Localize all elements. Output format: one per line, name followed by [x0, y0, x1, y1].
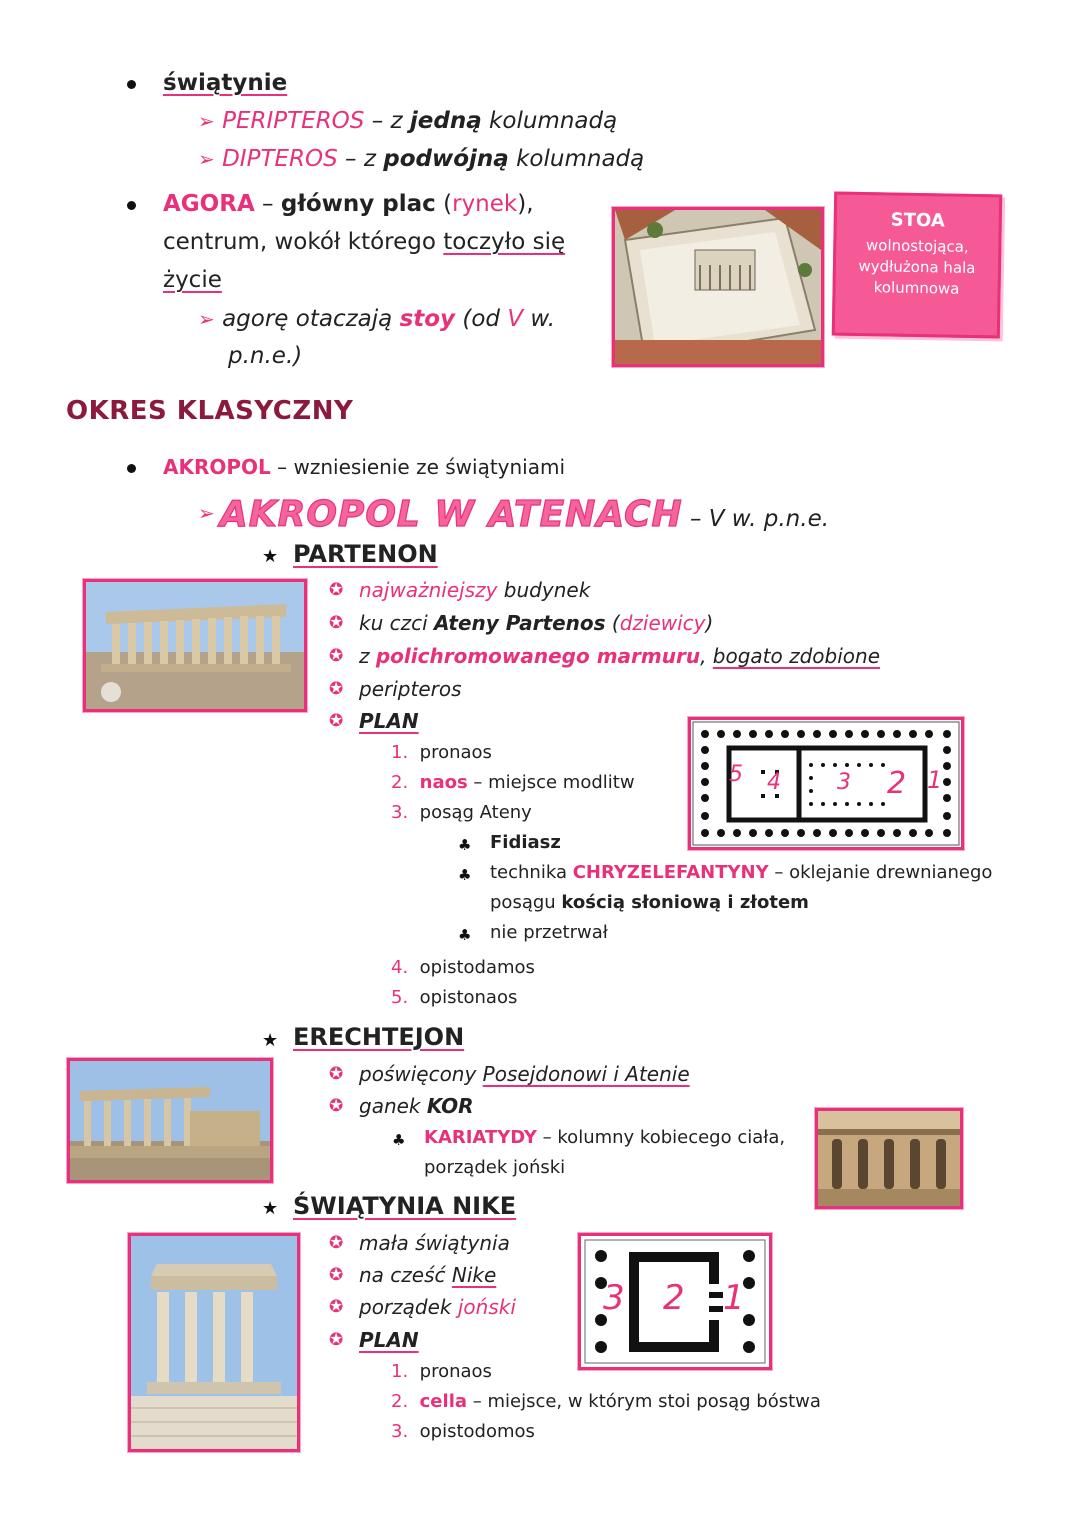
agora-line2: centrum, wokół którego toczyło się — [163, 229, 566, 255]
partenon-plan-item-2: 2. naos – miejsce modlitw — [391, 772, 635, 793]
arrow-icon: ➢ — [198, 109, 215, 133]
nike-photo — [131, 1236, 297, 1449]
nike-plan-label-3: 3 — [603, 1278, 625, 1318]
club-bullet-icon: ♣ — [458, 866, 472, 884]
stoa-title: STOA — [890, 209, 945, 232]
partenon-plan-item-1: 1. pronaos — [391, 742, 492, 763]
flower-bullet-icon: ✪ — [329, 1297, 344, 1317]
plan-label-5: 5 — [729, 762, 743, 787]
partenon-sub2: technika CHRYZELEFANTYNY – oklejanie drewnianego — [490, 862, 993, 883]
partenon-item3: z polichromowanego marmuru, bogato zdobione — [359, 644, 881, 668]
nike-item1: mała świątynia — [359, 1231, 510, 1255]
partenon-sub2-line2: posągu kością słoniową i złotem — [490, 892, 809, 913]
star-icon: ★ — [262, 1030, 279, 1051]
stoa-line2: wydłużona hala — [858, 256, 976, 278]
akropol-term: AKROPOL — [163, 455, 271, 479]
agora-line: AGORA – główny plac (rynek), — [163, 191, 534, 217]
partenon-plan-item-5: 5. opistonaos — [391, 987, 518, 1008]
bullet — [127, 464, 136, 473]
plan-label-4: 4 — [767, 770, 781, 795]
partenon-item2: ku czci Ateny Partenos (dziewicy) — [359, 611, 714, 635]
nike-item2: na cześć Nike — [359, 1263, 497, 1287]
nike-plan-label: PLAN — [359, 1328, 419, 1352]
erechtejon-title: ERECHTEJON — [293, 1023, 465, 1051]
flower-bullet-icon: ✪ — [329, 1330, 344, 1350]
erechtejon-sub-line2: porządek joński — [424, 1157, 566, 1178]
club-bullet-icon: ♣ — [458, 926, 472, 944]
bullet — [127, 201, 136, 210]
kariatydy-photo — [818, 1111, 960, 1206]
partenon-photo — [86, 582, 304, 709]
nike-plan-item-2: 2. cella – miejsce, w którym stoi posąg bóstwa — [391, 1391, 821, 1412]
erechtejon-item1: poświęcony Posejdonowi i Atenie — [359, 1062, 690, 1086]
flower-bullet-icon: ✪ — [329, 1233, 344, 1253]
stoy-line2: p.n.e.) — [228, 343, 303, 369]
arrow-icon: ➢ — [198, 307, 215, 331]
peripteros-line: ➢ PERIPTEROS – z jedną kolumnadą — [198, 108, 618, 134]
akropol-date: – V w. p.n.e. — [682, 506, 830, 532]
erechtejon-photo — [70, 1061, 270, 1180]
nike-plan-item-3: 3. opistodomos — [391, 1421, 535, 1442]
nike-plan-item-1: 1. pronaos — [391, 1361, 492, 1382]
flower-bullet-icon: ✪ — [329, 1064, 344, 1084]
agora-term: AGORA — [163, 191, 255, 217]
arrow-icon: ➢ — [198, 501, 215, 525]
akropol-atenach-heading: AKROPOL W ATENACH — [219, 494, 683, 535]
peripteros-term: PERIPTEROS — [222, 108, 365, 134]
flower-bullet-icon: ✪ — [329, 679, 344, 699]
agora-image — [612, 207, 824, 367]
nike-title: ŚWIĄTYNIA NIKE — [293, 1192, 517, 1220]
partenon-plan-item-3: 3. posąg Ateny — [391, 802, 532, 823]
nike-plan-label-1: 1 — [723, 1278, 745, 1318]
stoy-line: ➢ agorę otaczają stoy (od V w. — [198, 306, 556, 332]
akropol-line: AKROPOL – wzniesienie ze świątyniami — [163, 455, 566, 479]
partenon-sub3: nie przetrwał — [490, 922, 608, 943]
club-bullet-icon: ♣ — [392, 1131, 406, 1149]
agora-line3: życie — [163, 267, 222, 293]
section-title: OKRES KLASYCZNY — [66, 396, 354, 426]
nike-item3: porządek joński — [359, 1295, 516, 1319]
nike-plan-label-2: 2 — [663, 1278, 685, 1318]
flower-bullet-icon: ✪ — [329, 1265, 344, 1285]
flower-bullet-icon: ✪ — [329, 646, 344, 666]
erechtejon-item2: ganek KOR — [359, 1094, 474, 1118]
partenon-title: PARTENON — [293, 540, 438, 568]
dipteros-term: DIPTEROS — [222, 146, 338, 172]
partenon-plan-label: PLAN — [359, 709, 419, 733]
star-icon: ★ — [262, 1198, 279, 1219]
bullet — [127, 80, 136, 89]
swiatynie-heading: świątynie — [163, 70, 288, 96]
stoa-line1: wolnostojąca, — [865, 236, 969, 256]
plan-label-2: 2 — [887, 766, 907, 801]
partenon-image — [83, 579, 307, 712]
akropol-atenach-line — [198, 494, 829, 535]
flower-bullet-icon: ✪ — [329, 711, 344, 731]
plan-label-1: 1 — [927, 766, 943, 794]
flower-bullet-icon: ✪ — [329, 613, 344, 633]
flower-bullet-icon: ✪ — [329, 580, 344, 600]
erechtejon-image — [67, 1058, 273, 1183]
nike-image — [128, 1233, 300, 1452]
partenon-item4: peripteros — [359, 677, 462, 701]
partenon-sub1: Fidiasz — [490, 832, 561, 853]
partenon-plan-item-4: 4. opistodamos — [391, 957, 535, 978]
club-bullet-icon: ♣ — [458, 836, 472, 854]
erechtejon-sub: KARIATYDY – kolumny kobiecego ciała, — [424, 1127, 786, 1148]
dipteros-line: ➢ DIPTEROS – z podwójną kolumnadą — [198, 146, 645, 172]
agora-illustration — [615, 210, 821, 364]
nike-plan-diagram — [578, 1233, 772, 1370]
partenon-plan-diagram — [688, 717, 964, 850]
star-icon: ★ — [262, 546, 279, 567]
kariatydy-image — [815, 1108, 963, 1209]
partenon-item1: najważniejszy budynek — [359, 578, 591, 602]
stoa-line3: kolumnowa — [873, 278, 960, 298]
flower-bullet-icon: ✪ — [329, 1096, 344, 1116]
arrow-icon: ➢ — [198, 147, 215, 171]
stoa-note — [832, 192, 1002, 339]
plan-label-3: 3 — [837, 770, 851, 795]
